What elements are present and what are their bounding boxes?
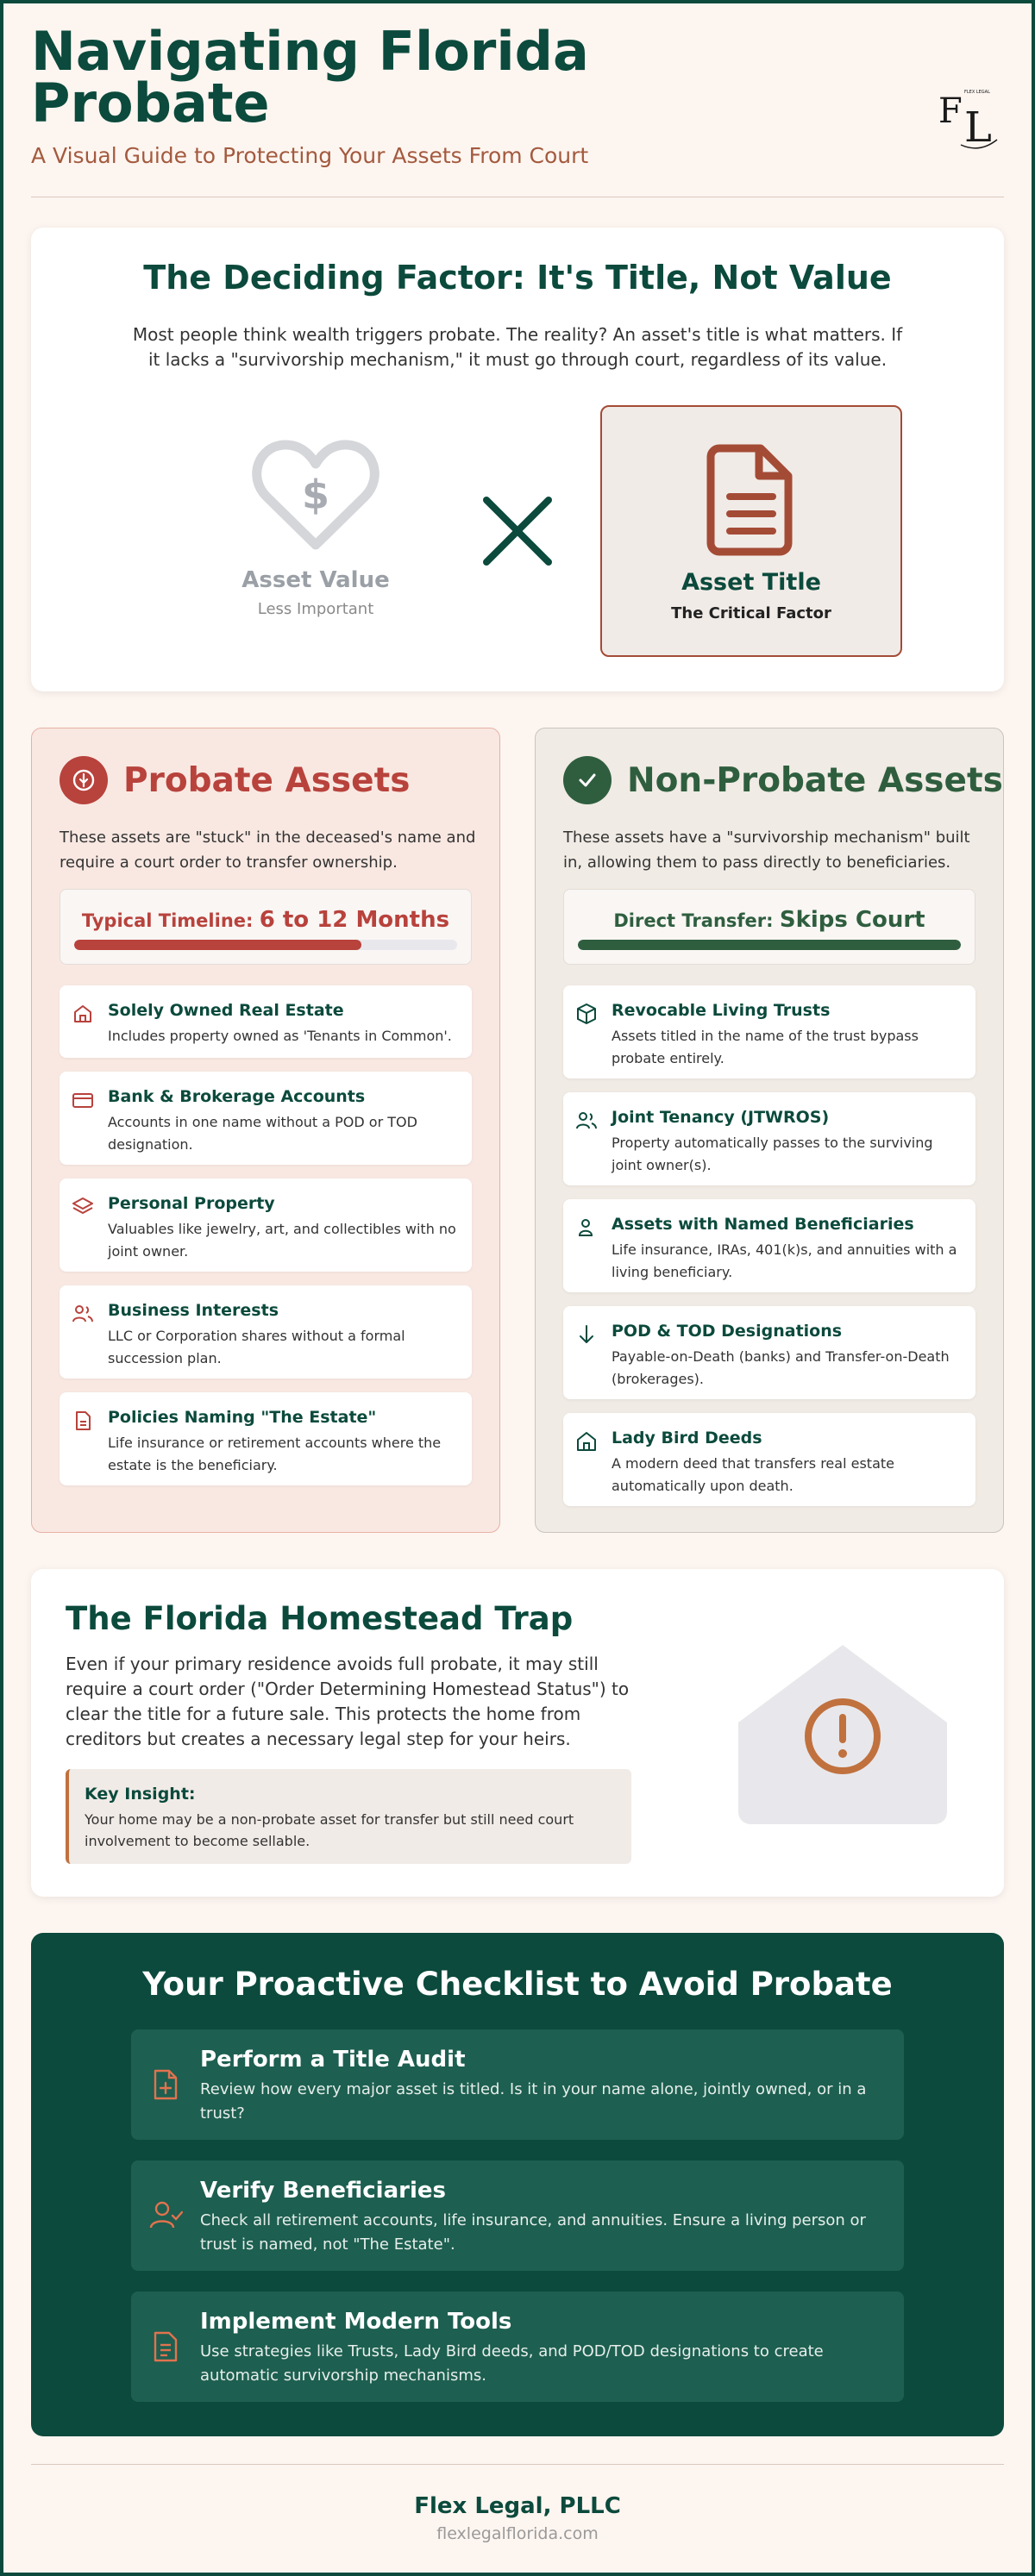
transfer-label: Direct Transfer:	[613, 910, 774, 931]
users-icon	[575, 1110, 598, 1132]
asset-value-sub: Less Important	[257, 600, 374, 618]
page-subtitle: A Visual Guide to Protecting Your Assets From Court	[31, 143, 589, 168]
checklist-item-title: Perform a Title Audit	[200, 2047, 466, 2073]
non-probate-item	[563, 1306, 975, 1399]
non-probate-item	[563, 1199, 975, 1292]
deciding-factor-card	[31, 228, 1004, 691]
checkmark-icon	[574, 767, 600, 793]
homestead-trap-card	[31, 1569, 1004, 1897]
clipboard-list-icon	[148, 2329, 183, 2364]
item-desc: Life insurance or retirement accounts where the estate is the beneficiary.	[108, 1435, 442, 1473]
item-title: Lady Bird Deeds	[612, 1429, 762, 1447]
page-title: Navigating Florida Probate	[31, 20, 589, 134]
item-title: Solely Owned Real Estate	[108, 1001, 344, 1020]
probate-timeline	[60, 889, 472, 965]
non-probate-transfer	[563, 889, 975, 965]
item-desc: Includes property owned as 'Tenants in Common'.	[108, 1028, 452, 1044]
non-probate-header	[563, 756, 1003, 804]
item-desc: LLC or Corporation shares without a formal succession plan.	[108, 1328, 405, 1366]
item-desc: Valuables like jewelry, art, and collectibles with no joint owner.	[108, 1221, 456, 1260]
item-desc: A modern deed that transfers real estate automatically upon death.	[612, 1455, 894, 1494]
key-insight-body: Your home may be a non-probate asset for transfer but still need court involvement to become sellable.	[85, 1811, 574, 1849]
home-icon	[575, 1430, 598, 1453]
checklist-title: Your Proactive Checklist to Avoid Probate	[142, 1966, 893, 2003]
item-desc: Property automatically passes to the surviving joint owner(s).	[612, 1135, 933, 1173]
asset-title-label: Asset Title	[681, 569, 821, 596]
homestead-body: Even if your primary residence avoids full probate, it may still require a court order ("Order Determining Homestead Status") to clear the title for a future sale. This protects the home from creditors but creates a necessary legal step for your heirs.	[66, 1654, 630, 1749]
file-icon	[72, 1410, 94, 1432]
checklist-item	[131, 2160, 904, 2271]
transfer-bar-fill	[578, 940, 961, 950]
firm-name: Flex Legal, PLLC	[414, 2493, 621, 2519]
non-probate-assets-column	[535, 728, 1004, 1533]
item-desc: Accounts in one name without a POD or TOD designation.	[108, 1114, 417, 1153]
probate-item	[60, 985, 472, 1058]
footer-divider	[31, 2464, 1004, 2465]
deciding-factor-title: The Deciding Factor: It's Title, Not Value	[143, 259, 892, 297]
probate-description: These assets are "stuck" in the deceased's name and require a court order to transfer ownership.	[60, 828, 476, 872]
item-title: POD & TOD Designations	[612, 1322, 843, 1341]
header	[31, 20, 1004, 168]
timeline-value: 6 to 12 Months	[259, 907, 450, 933]
non-probate-item	[563, 1413, 975, 1506]
house-icon	[72, 1003, 94, 1025]
probate-item	[60, 1072, 472, 1165]
flex-legal-logo	[935, 69, 1004, 155]
alert-pin-icon	[71, 767, 97, 793]
probate-item	[60, 1285, 472, 1379]
heart-dollar-icon	[251, 435, 380, 555]
item-title: Joint Tenancy (JTWROS)	[612, 1108, 830, 1127]
non-probate-description: These assets have a "survivorship mechanism" built in, allowing them to pass directly to beneficiaries.	[563, 828, 970, 872]
checklist-item-desc: Check all retirement accounts, life insurance, and annuities. Ensure a living person or trust is named, not "The Estate".	[200, 2211, 866, 2254]
item-title: Revocable Living Trusts	[612, 1001, 831, 1020]
non-probate-title: Non-Probate Assets	[627, 760, 1003, 800]
probate-assets-column	[31, 728, 500, 1533]
timeline-bar-fill	[74, 940, 361, 950]
deciding-factor-body: Most people think wealth triggers probate. The reality? An asset's title is what matters. If it lacks a "survivorship mechanism," it must go through court, regardless of its value.	[132, 324, 903, 370]
probate-header	[60, 756, 410, 804]
asset-title-sub: The Critical Factor	[671, 604, 831, 622]
key-insight-box	[66, 1769, 631, 1864]
item-title: Business Interests	[108, 1301, 279, 1320]
users-icon	[72, 1303, 94, 1325]
arrow-down-icon	[575, 1323, 598, 1346]
probate-item	[60, 1392, 472, 1485]
key-insight-title: Key Insight:	[85, 1785, 196, 1804]
checklist-item-title: Implement Modern Tools	[200, 2309, 512, 2335]
checklist-item-desc: Review how every major asset is titled. Is it in your name alone, jointly owned, or in a trust?	[200, 2080, 867, 2123]
credit-card-icon	[72, 1089, 94, 1111]
timeline-label: Typical Timeline:	[81, 910, 254, 931]
user-icon	[575, 1216, 598, 1239]
transfer-bar	[578, 940, 961, 950]
homestead-title: The Florida Homestead Trap	[66, 1600, 574, 1637]
non-probate-item	[563, 1092, 975, 1185]
probate-item	[60, 1179, 472, 1272]
transfer-value: Skips Court	[779, 907, 925, 933]
svg-text:FLEX LEGAL: FLEX LEGAL	[964, 90, 990, 95]
timeline-bar	[74, 940, 457, 950]
item-title: Personal Property	[108, 1194, 275, 1213]
checklist-item-desc: Use strategies like Trusts, Lady Bird deeds, and POD/TOD designations to create automatic survivorship mechanisms.	[200, 2342, 824, 2385]
item-title: Policies Naming "The Estate"	[108, 1408, 377, 1427]
cross-icon	[481, 495, 554, 567]
probate-badge	[60, 756, 108, 804]
non-probate-badge	[563, 756, 612, 804]
user-check-icon	[148, 2198, 183, 2233]
cube-icon	[575, 1003, 598, 1025]
non-probate-item	[563, 985, 975, 1079]
checklist-item	[131, 2292, 904, 2402]
checklist-item	[131, 2029, 904, 2140]
asset-title-block	[600, 405, 902, 657]
item-desc: Assets titled in the name of the trust bypass probate entirely.	[612, 1028, 919, 1066]
file-search-icon	[148, 2067, 183, 2102]
website-link[interactable]: flexlegalflorida.com	[436, 2524, 599, 2543]
svg-text:F: F	[938, 91, 963, 131]
checklist-section	[31, 1933, 1004, 2436]
item-desc: Life insurance, IRAs, 401(k)s, and annuities with a living beneficiary.	[612, 1241, 957, 1280]
item-title: Assets with Named Beneficiaries	[612, 1215, 914, 1234]
probate-title: Probate Assets	[123, 760, 411, 800]
checklist-item-title: Verify Beneficiaries	[200, 2178, 446, 2204]
svg-text:$: $	[301, 472, 330, 518]
item-title: Bank & Brokerage Accounts	[108, 1087, 366, 1106]
document-icon	[704, 441, 799, 559]
house-warning-icon	[735, 1641, 950, 1826]
asset-value-block	[186, 435, 445, 618]
asset-value-label: Asset Value	[242, 567, 390, 593]
svg-text:L: L	[964, 103, 992, 152]
layers-icon	[72, 1196, 94, 1218]
item-desc: Payable-on-Death (banks) and Transfer-on-Death (brokerages).	[612, 1348, 950, 1387]
